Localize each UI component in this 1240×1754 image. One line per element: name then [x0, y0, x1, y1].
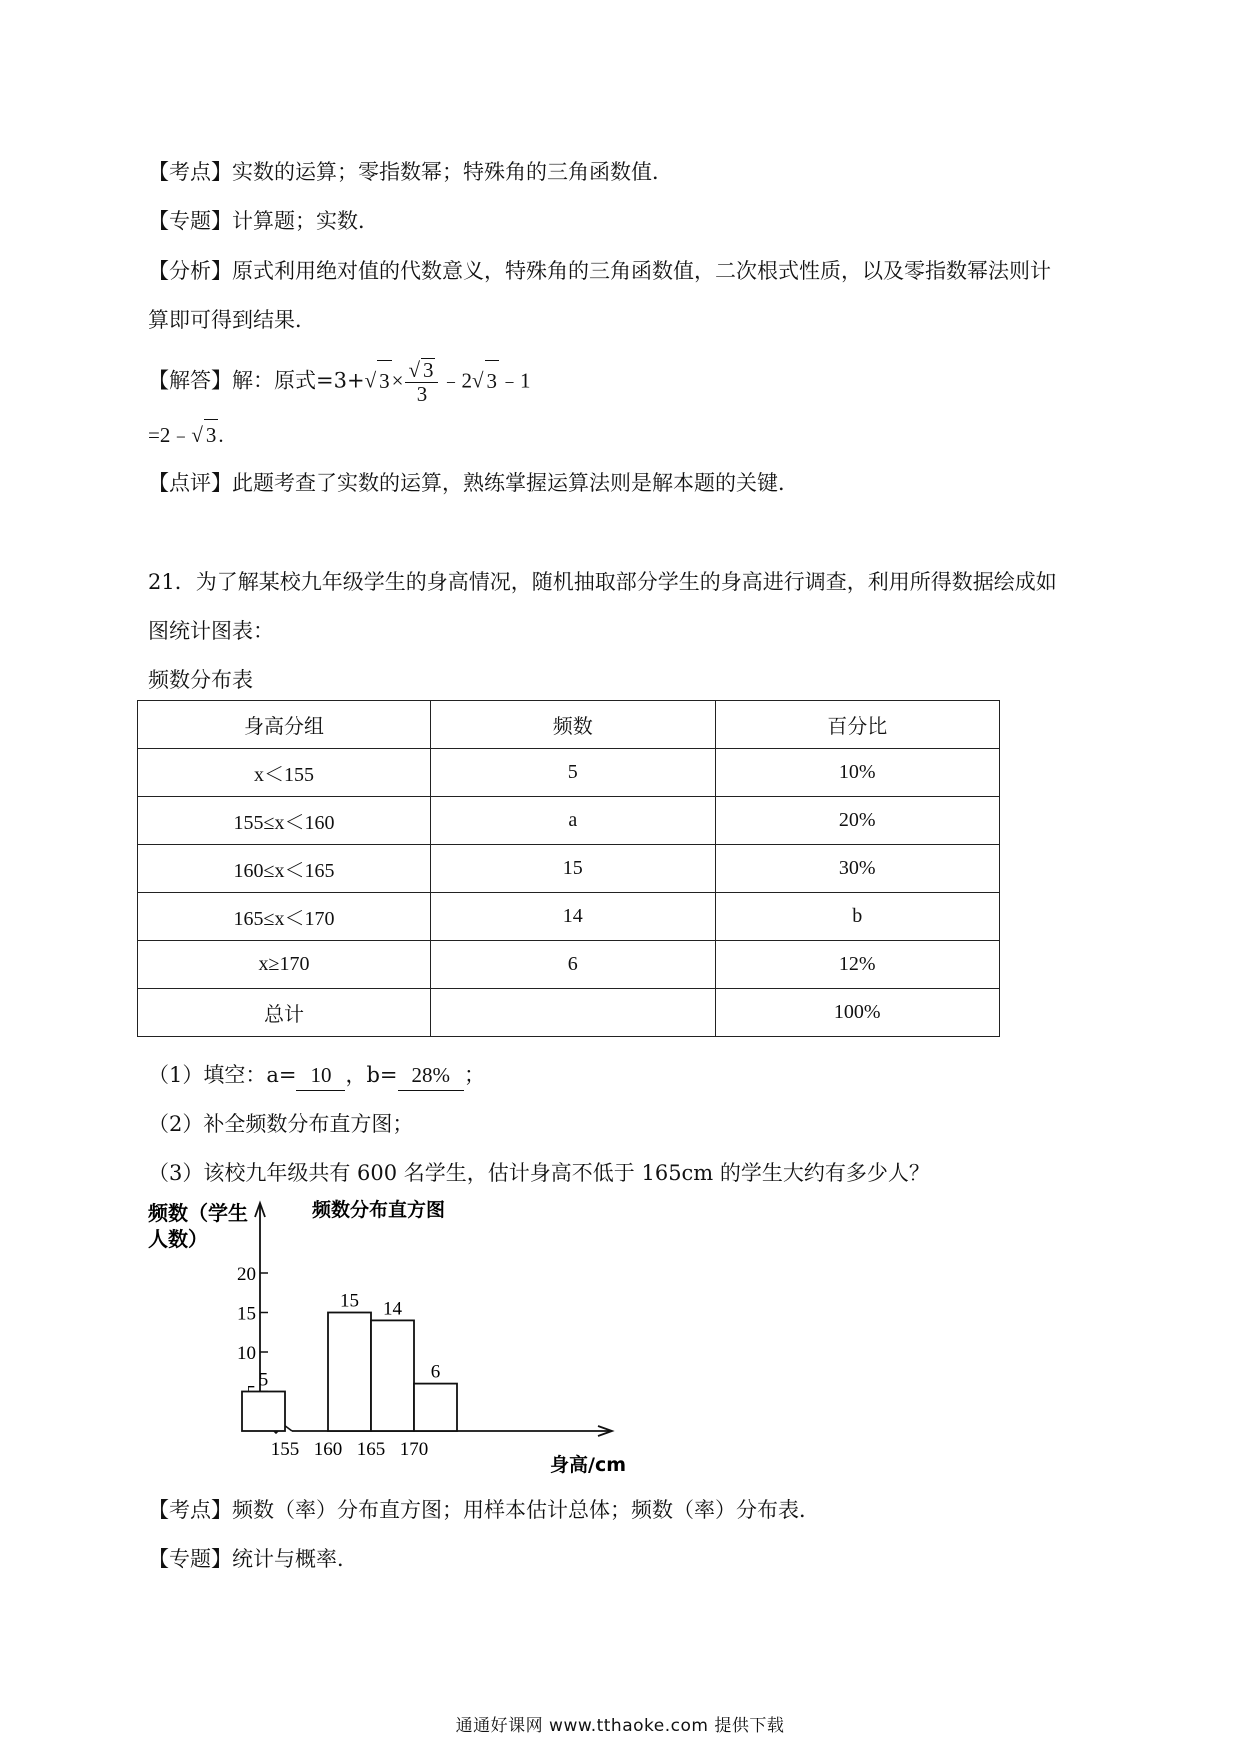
part1-end: ； — [464, 1063, 486, 1087]
cell: 15 — [431, 845, 715, 893]
table-row — [138, 845, 1000, 893]
cell: 6 — [431, 941, 715, 989]
histogram-bar — [242, 1392, 285, 1432]
answer-a: 10 — [296, 1060, 345, 1091]
header-percent: 百分比 — [715, 701, 999, 749]
part1-mid: ，b= — [345, 1063, 398, 1087]
cell: 总计 — [138, 989, 431, 1037]
cell: 12% — [715, 941, 999, 989]
part1-prefix: （1）填空：a= — [148, 1063, 297, 1087]
frac-denominator: 3 — [416, 382, 428, 407]
histogram-bar — [414, 1384, 457, 1431]
question-stem-2: 图统计图表： — [148, 619, 274, 643]
dianping-line: 【点评】此题考查了实数的运算，熟练掌握运算法则是解本题的关键． — [148, 471, 799, 495]
y-tick-label: 10 — [237, 1343, 256, 1364]
jieda-prefix: 【解答】解：原式=3+ — [148, 368, 365, 393]
cell: x＜155 — [138, 749, 431, 797]
part-2: （2）补全频数分布直方图； — [148, 1112, 414, 1136]
cell: 100% — [715, 989, 999, 1037]
cell: 30% — [715, 845, 999, 893]
y-axis-label-1: 频数（学生 — [148, 1201, 248, 1225]
question-stem-1: 21．为了解某校九年级学生的身高情况，随机抽取部分学生的身高进行调查，利用所得数据绘成如 — [148, 570, 1057, 594]
cell: x≥170 — [138, 941, 431, 989]
cell: 5 — [431, 749, 715, 797]
table-row — [138, 749, 1000, 797]
cell: 14 — [431, 893, 715, 941]
header-frequency: 频数 — [431, 701, 715, 749]
part-3: （3）该校九年级共有 600 名学生，估计身高不低于 165cm 的学生大约有多少人？ — [148, 1161, 930, 1185]
part-1 — [148, 1060, 485, 1091]
chart-title: 频数分布直方图 — [312, 1199, 446, 1221]
zhuanti-line: 【专题】计算题；实数． — [148, 209, 379, 233]
cell: a — [431, 797, 715, 845]
result-end: . — [218, 423, 224, 447]
x-tick-label: 170 — [399, 1439, 429, 1460]
minus-one: ﹣1 — [499, 368, 531, 393]
x-tick-label: 160 — [313, 1439, 343, 1460]
x-tick-label: 165 — [356, 1439, 386, 1460]
frac-numerator: 3 — [422, 358, 434, 382]
cell: 165≤x＜170 — [138, 893, 431, 941]
histogram-chart — [140, 1195, 640, 1480]
table-title: 频数分布表 — [148, 668, 253, 692]
minus-two: ﹣2 — [440, 368, 472, 393]
table-row-total — [138, 989, 1000, 1037]
x-tick-label: 155 — [270, 1439, 300, 1460]
histogram-bar — [371, 1320, 414, 1431]
fenxi-line-2: 算即可得到结果． — [148, 308, 316, 332]
bar-value-label: 5 — [258, 1369, 269, 1391]
y-axis-label-2: 人数） — [148, 1227, 208, 1251]
histogram-bar — [328, 1313, 371, 1432]
times-sign: × — [391, 368, 404, 393]
y-tick-label: 15 — [237, 1303, 256, 1325]
bar-value-label: 6 — [430, 1361, 441, 1383]
header-group: 身高分组 — [138, 701, 431, 749]
cell: 160≤x＜165 — [138, 845, 431, 893]
zhuanti-line-2: 【专题】统计与概率． — [148, 1547, 358, 1571]
cell — [431, 989, 715, 1037]
kaodian-line: 【考点】实数的运算；零指数幂；特殊角的三角函数值． — [148, 160, 673, 184]
bar-value-label: 15 — [340, 1290, 359, 1312]
result-sqrt: 3 — [204, 419, 219, 450]
result-line: =2﹣√ 3. — [148, 419, 224, 450]
sqrt-3-second: 3 — [485, 360, 500, 401]
fraction: $\frac{√ 3}{3}$ — [405, 358, 438, 406]
y-tick-label: 20 — [237, 1264, 256, 1285]
cell: 155≤x＜160 — [138, 797, 431, 845]
footer: 通通好课网 www.tthaoke.com 提供下载 — [455, 1716, 785, 1736]
bars — [242, 1291, 457, 1432]
kaodian-line-2: 【考点】频数（率）分布直方图；用样本估计总体；频数（率）分布表． — [148, 1498, 820, 1522]
cell: 20% — [715, 797, 999, 845]
frequency-table — [137, 700, 1000, 1037]
sqrt-3: 3 — [377, 360, 392, 401]
jieda-line: 【解答】解：原式=3+√ 3× $\frac{√ 3}{3}$ ﹣2√ 3﹣1 — [148, 358, 531, 407]
answer-b: 28% — [398, 1060, 465, 1091]
cell: 10% — [715, 749, 999, 797]
fenxi-line-1: 【分析】原式利用绝对值的代数意义，特殊角的三角函数值，二次根式性质，以及零指数幂法则计 — [148, 259, 1051, 283]
bar-value-label: 14 — [383, 1298, 402, 1320]
result-prefix: =2﹣ — [148, 423, 192, 447]
table-row — [138, 941, 1000, 989]
x-axis-label: 身高/cm — [550, 1454, 627, 1476]
table-header-row — [138, 701, 1000, 749]
table-row — [138, 893, 1000, 941]
table-row — [138, 797, 1000, 845]
cell: b — [715, 893, 999, 941]
